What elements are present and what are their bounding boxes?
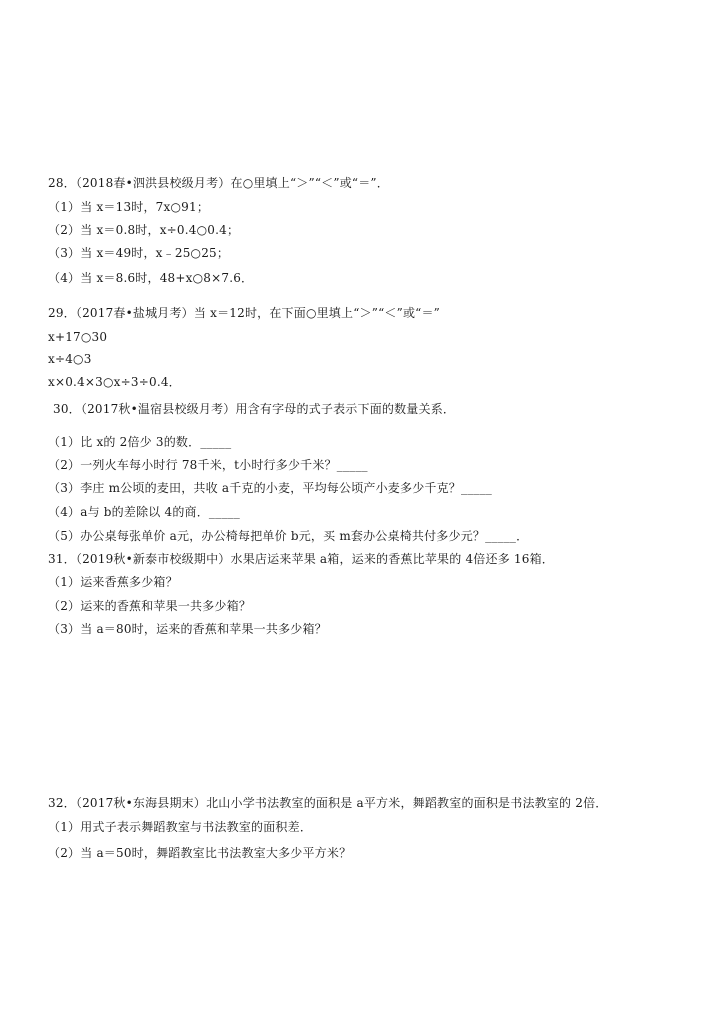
question-31-item-1: （1）运来香蕉多少箱？ xyxy=(48,575,178,589)
question-32-item-1: （1）用式子表示舞蹈教室与书法教室的面积差． xyxy=(48,820,313,834)
question-31-stem: 31．（2019秋•新泰市校级期中）水果店运来苹果 a箱，运来的香蕉比苹果的 4倍还多 16箱． xyxy=(48,552,554,566)
question-29-stem: 29．（2017春•盐城月考）当 x＝12时，在下面○里填上“＞”“＜”或“＝” xyxy=(48,306,441,320)
question-30-item-4: （4）a与 b的差除以 4的商．_____ xyxy=(48,505,240,519)
question-31-item-3: （3）当 a＝80时，运来的香蕉和苹果一共多少箱？ xyxy=(48,622,327,636)
question-28-item-1: （1）当 x＝13时，7x○91； xyxy=(48,200,210,214)
question-28-item-3: （3）当 x＝49时，x﹣25○25； xyxy=(48,246,230,260)
question-28-item-2: （2）当 x＝0.8时，x÷0.4○0.4； xyxy=(48,223,240,237)
question-29-item-1: x+17○30 xyxy=(48,330,108,344)
question-31-item-2: （2）运来的香蕉和苹果一共多少箱？ xyxy=(48,599,252,613)
question-30-item-3: （3）李庄 m公顷的麦田，共收 a千克的小麦，平均每公顷产小麦多少千克？_____ xyxy=(48,481,492,495)
question-29-item-3: x×0.4×3○x÷3÷0.4． xyxy=(48,375,181,389)
question-29-item-2: x÷4○3 xyxy=(48,352,92,366)
question-28-item-4: （4）当 x＝8.6时，48+x○8×7.6． xyxy=(48,271,254,285)
question-32-stem: 32．（2017秋•东海县期末）北山小学书法教室的面积是 a平方米，舞蹈教室的面积是书法教室的 2倍． xyxy=(48,796,608,810)
question-30-item-5: （5）办公桌每张单价 a元，办公椅每把单价 b元，买 m套办公桌椅共付多少元？_____． xyxy=(48,529,529,543)
question-32-item-2: （2）当 a＝50时，舞蹈教室比书法教室大多少平方米？ xyxy=(48,846,352,860)
question-30-item-2: （2）一列火车每小时行 78千米，t小时行多少千米？_____ xyxy=(48,458,368,472)
question-28-stem: 28．（2018春•泗洪县校级月考）在○里填上“＞”“＜”或“＝”． xyxy=(48,176,389,190)
question-30-stem: 30．（2017秋•温宿县校级月考）用含有字母的式子表示下面的数量关系． xyxy=(53,402,456,416)
question-30-item-1: （1）比 x的 2倍少 3的数．_____ xyxy=(48,435,232,449)
